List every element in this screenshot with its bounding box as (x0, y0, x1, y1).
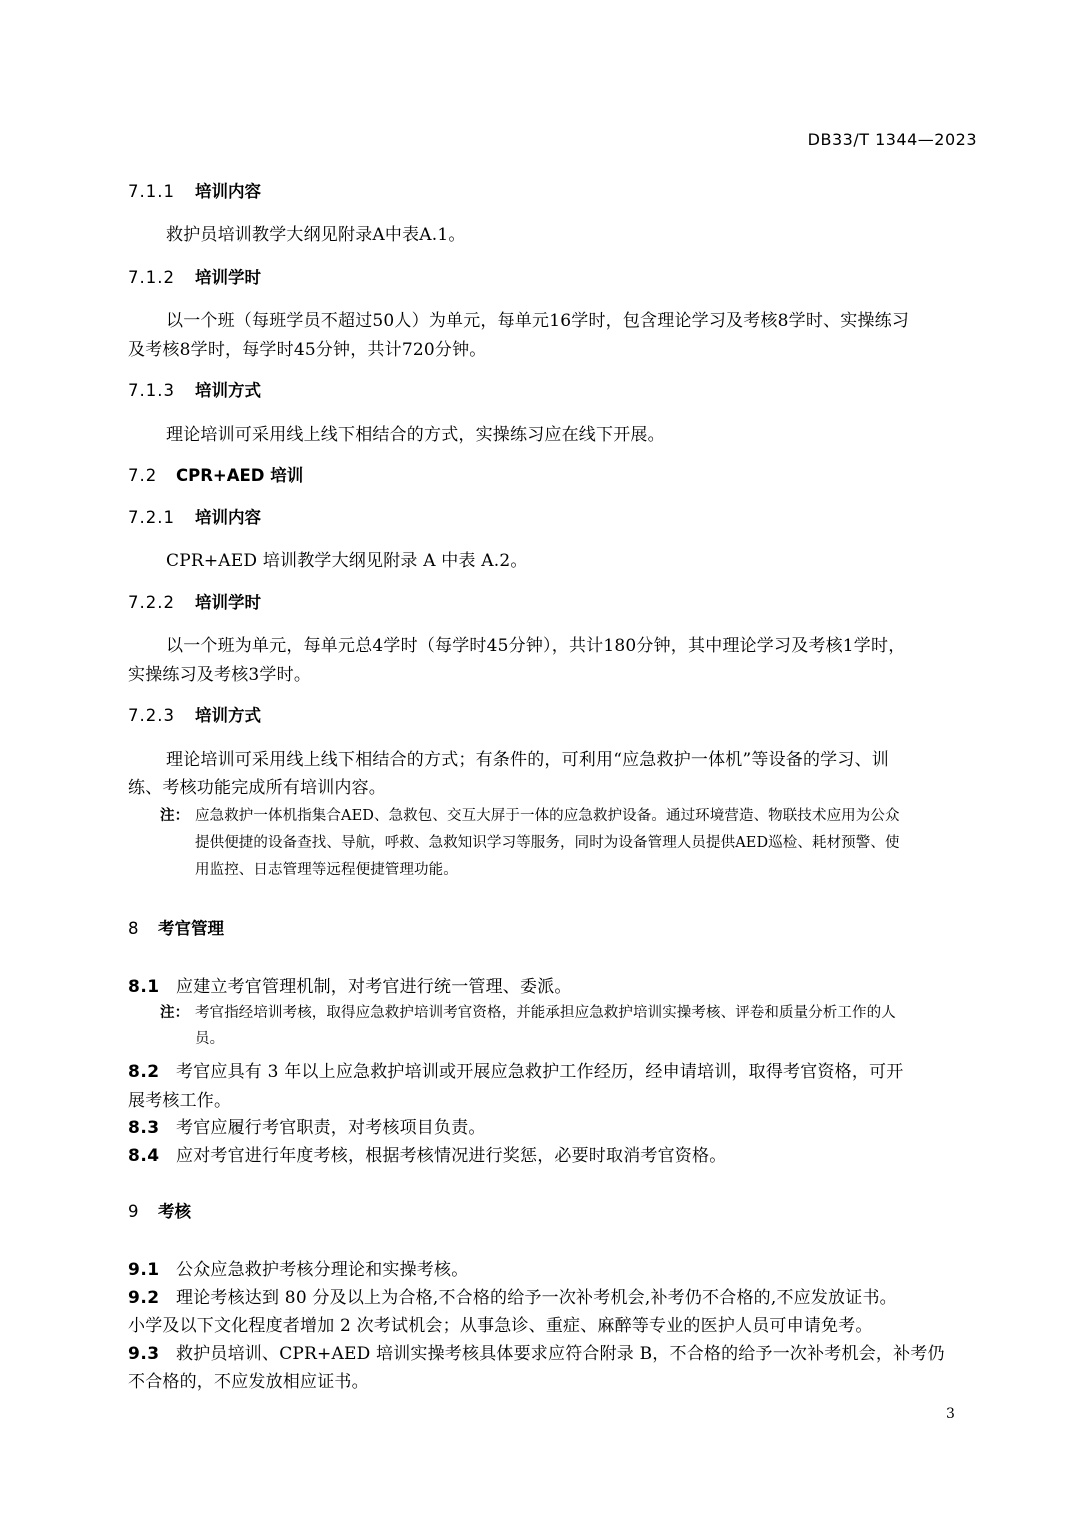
clause-9-1 (128, 1255, 468, 1280)
heading-7-2-3 (128, 702, 261, 726)
clause-number: 7.1.3 (128, 381, 175, 400)
clause-number: 8.3 (128, 1118, 160, 1138)
paragraph-line: 及考核8学时，每学时45分钟，共计720分钟。 (128, 340, 487, 360)
paragraph-line: 练、考核功能完成所有培训内容。 (128, 778, 386, 798)
heading-7-1-1 (128, 178, 261, 202)
paragraph-line: 理论培训可采用线上线下相结合的方式；有条件的，可利用“应急救护一体机”等设备的学习、训 (166, 750, 889, 770)
doc-code: DB33/T 1344—2023 (807, 130, 977, 149)
note-line: 应急救护一体机指集合AED、急救包、交互大屏于一体的应急救护设备。通过环境营造、物联技术应用为公众 (195, 808, 900, 824)
clause-title: CPR+AED 培训 (176, 466, 304, 485)
paragraph-line: 实操练习及考核3学时。 (128, 665, 312, 685)
clause-8-4 (128, 1141, 726, 1166)
clause-title: 培训方式 (195, 706, 261, 725)
clause-text: 应建立考官管理机制，对考官进行统一管理、委派。 (176, 977, 572, 997)
heading-7-1-2 (128, 264, 261, 288)
clause-title: 培训方式 (195, 381, 261, 400)
paragraph-line: 不合格的，不应发放相应证书。 (128, 1372, 369, 1392)
clause-number: 7.2.1 (128, 508, 175, 527)
heading-7-2-1 (128, 504, 261, 528)
clause-number: 7.2.3 (128, 706, 175, 725)
clause-text: 理论考核达到 80 分及以上为合格,不合格的给予一次补考机会,补考仍不合格的,不应发放证书。 (176, 1288, 897, 1308)
note-line: 员。 (195, 1031, 225, 1047)
clause-number: 7.1.1 (128, 182, 175, 201)
note-label: 注： (160, 808, 190, 824)
paragraph: 救护员培训教学大纲见附录A中表A.1。 (166, 225, 466, 245)
paragraph: 理论培训可采用线上线下相结合的方式，实操练习应在线下开展。 (166, 425, 665, 445)
clause-title: 考核 (158, 1202, 191, 1221)
paragraph: CPR+AED 培训教学大纲见附录 A 中表 A.2。 (166, 551, 528, 571)
clause-number: 9.1 (128, 1260, 160, 1280)
clause-number: 9.2 (128, 1288, 160, 1308)
clause-8-3 (128, 1113, 486, 1138)
paragraph-line: 以一个班为单元，每单元总4学时（每学时45分钟），共计180分钟，其中理论学习及考核1学时， (166, 636, 906, 656)
clause-text: 考官应履行考官职责，对考核项目负责。 (176, 1118, 486, 1138)
clause-number: 8.1 (128, 977, 160, 997)
note-line: 提供便捷的设备查找、导航，呼救、急救知识学习等服务，同时为设备管理人员提供AED巡检、耗材预警、使 (195, 835, 900, 851)
heading-7-1-3 (128, 377, 261, 401)
note-line: 用监控、日志管理等远程便捷管理功能。 (195, 862, 458, 878)
clause-number: 8 (128, 919, 140, 938)
heading-7-2-2 (128, 589, 261, 613)
clause-title: 考官管理 (158, 919, 224, 938)
clause-text: 考官应具有 3 年以上应急救护培训或开展应急救护工作经历，经申请培训，取得考官资格，可开 (176, 1062, 904, 1082)
clause-number: 7.2 (128, 466, 158, 485)
clause-number: 8.2 (128, 1062, 160, 1082)
clause-number: 9.3 (128, 1344, 160, 1364)
note-line: 考官指经培训考核，取得应急救护培训考官资格，并能承担应急救护培训实操考核、评卷和质量分析工作的人 (195, 1005, 896, 1021)
clause-text: 应对考官进行年度考核，根据考核情况进行奖惩，必要时取消考官资格。 (176, 1146, 727, 1166)
clause-title: 培训学时 (195, 593, 261, 612)
clause-text: 救护员培训、CPR+AED 培训实操考核具体要求应符合附录 B，不合格的给予一次补考机会，补考仍 (176, 1344, 945, 1364)
clause-9-2 (128, 1283, 897, 1308)
clause-title: 培训内容 (195, 508, 261, 527)
paragraph-line: 以一个班（每班学员不超过50人）为单元，每单元16学时，包含理论学习及考核8学时、实操练习 (166, 311, 910, 331)
clause-number: 7.2.2 (128, 593, 175, 612)
heading-9 (128, 1198, 191, 1222)
paragraph-line: 展考核工作。 (128, 1091, 232, 1111)
clause-number: 8.4 (128, 1146, 160, 1166)
heading-8 (128, 915, 224, 939)
clause-title: 培训学时 (195, 268, 261, 287)
heading-7-2 (128, 462, 303, 486)
clause-8-1 (128, 972, 572, 997)
clause-number: 7.1.2 (128, 268, 175, 287)
paragraph-line: 小学及以下文化程度者增加 2 次考试机会；从事急诊、重症、麻醉等专业的医护人员可申请免考。 (128, 1316, 873, 1336)
clause-text: 公众应急救护考核分理论和实操考核。 (176, 1260, 469, 1280)
clause-title: 培训内容 (195, 182, 261, 201)
clause-number: 9 (128, 1202, 140, 1221)
page-number: 3 (946, 1406, 955, 1422)
clause-8-2 (128, 1057, 903, 1082)
clause-9-3 (128, 1339, 945, 1364)
note-label: 注： (160, 1005, 190, 1021)
